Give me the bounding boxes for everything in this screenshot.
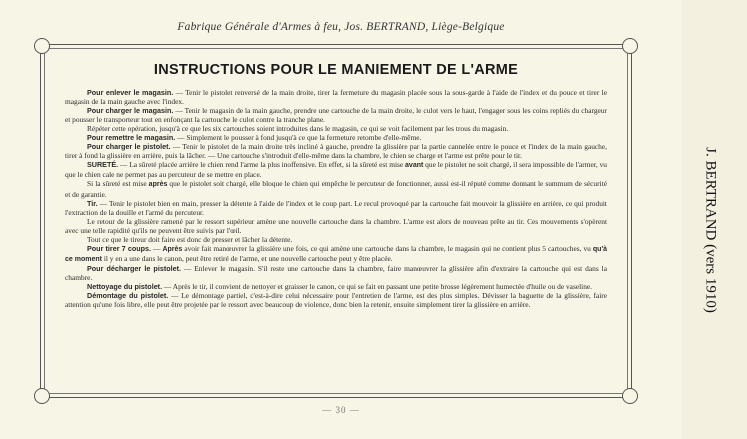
paragraph-text: que le pistolet ne soit chargé, il sera impossible de l'armer, vu que le chien cale ne permet pas au percuteur de se mettre en place. (65, 160, 607, 180)
emphasis-text: qu'à ce moment (65, 245, 607, 263)
paragraph (65, 106, 607, 124)
side-caption (692, 140, 728, 320)
paragraph-text: — Tenir le magasin de la main gauche, prendre une cartouche de la main droite, le culot vers le haut, l'engager sous les coins repliés du chargeur et pousser le transporteur tout en enfonçant la cartouche le culot contre la tranche plane. (65, 106, 607, 125)
paragraph (65, 217, 607, 235)
paragraph (65, 291, 607, 309)
paragraph (65, 264, 607, 282)
paragraph-text: — Simplement le pousser à fond jusqu'à ce que la fermeture retombe d'elle-même. (175, 133, 422, 143)
paragraph (65, 160, 607, 179)
paragraph-text: il y en a une dans le canon, peut être retiré de l'arme, et une nouvelle cartouche peut y être placée. (101, 253, 393, 263)
paragraph-text: — Le démontage partiel, c'est-à-dire celui nécessaire pour l'entretien de l'arme, est des plus simples. Dévisser la baguette de la glissière, faire attention qu'une fois libre, elle peut être projetée par le ressort avec beaucoup de violence, donc bien la retenir, ensuite simplement tirer la glissière en arrière. (65, 291, 607, 310)
paragraph-text: — Après le tir, il convient de nettoyer et graisser le canon, ce qui se fait en passant une petite brosse légèrement humectée d'huile ou de vaseline. (162, 281, 593, 291)
instructions-title: INSTRUCTIONS POUR LE MANIEMENT DE L'ARME (153, 62, 519, 78)
page-header: Fabrique Générale d'Armes à feu, Jos. BERTRAND, Liège-Belgique (177, 21, 505, 33)
paragraph (65, 282, 607, 291)
paragraph (65, 124, 607, 133)
paragraph-text: Tout ce que le tireur doit faire est donc de presser et lâcher la détente. (87, 234, 293, 244)
paragraph-text: — Tenir le pistolet bien en main, presser la détente à l'aide de l'index et le coup part. Le recul provoqué par la cartouche fait mouvoir la glissière en arrière, ce qui produit l'extraction de la douille et l'armé du percuteur. (65, 198, 607, 217)
paragraph-heading: SURETÉ. (87, 160, 119, 170)
paragraph-heading: Nettoyage du pistolet. (87, 281, 163, 291)
paragraph (65, 142, 607, 160)
emphasis-text: après (148, 181, 168, 189)
corner-ornament-icon (622, 388, 638, 404)
corner-ornament-icon (34, 38, 50, 54)
paragraph (65, 133, 607, 142)
paragraph-heading: Pour décharger le pistolet. (87, 263, 181, 273)
paragraph-text: — Tenir le pistolet renversé de la main droite, tirer la fermeture du magasin placée sous la sous-garde à l'aide de l'index et du pouce et tirer le magasin de la main gauche avec l'index. (65, 88, 607, 107)
paragraph-heading: Pour remettre le magasin. (87, 133, 176, 143)
paragraph-text: que le pistolet soit chargé, elle bloque le chien qui empêche le percuteur de fonctionner, aussi est-il réputé comme donnant le summum de sécurité et de garantie. (65, 179, 607, 199)
paragraph (65, 88, 607, 106)
paragraph (65, 244, 607, 264)
side-caption-text: J. BERTRAND (vers 1910) (702, 147, 719, 313)
paragraph-heading: Pour enlever le magasin. (87, 88, 174, 97)
emphasis-text: avant (405, 162, 424, 170)
emphasis-text: Après (162, 245, 183, 253)
paragraph (65, 179, 607, 198)
paragraph-heading: Tir. (87, 198, 98, 208)
paragraph-heading: Démontage du pistolet. (87, 291, 169, 301)
paragraph (65, 235, 607, 244)
instructions-frame (40, 44, 632, 398)
paragraph-text: Répéter cette opération, jusqu'à ce que les six cartouches soient introduites dans le magasin, ce qui se voit facilement par les trous du magasin. (87, 124, 509, 134)
paragraph-heading: Pour charger le pistolet. (87, 142, 171, 152)
paragraph (65, 199, 607, 217)
paragraph-text: Si la sûreté est mise (87, 179, 149, 189)
corner-ornament-icon (34, 388, 50, 404)
paragraph-text: — La sûreté placée arrière le chien rend l'arme la plus inoffensive. En effet, si la sûreté est mise (118, 160, 406, 170)
page-number: — 30 — (322, 405, 360, 415)
paragraph-text: Le retour de la glissière ramené par le ressort supérieur amène une nouvelle cartouche dans la chambre. L'arme est alors de nouveau prête au tir. Ces mouvements s'opèrent avec une telle rapidité qu'ils ne peuvent être suivis par l'œil. (65, 216, 607, 235)
paragraph-text: — Enlever le magasin. S'il reste une cartouche dans la chambre, faire manœuvrer la glissière afin d'extraire la cartouche qui est dans la chambre. (65, 263, 607, 282)
paragraph-text: — Tenir le pistolet de la main droite très incliné à gauche, prendre la glissière par la partie cannelée entre le pouce et l'index de la main gauche, tirer à fond la glissière en arrière, puis la lâcher. — Une cartouche s'introduit d'elle-même dans la chambre, le chien se charge et l'arme est prête pour le tir. (65, 142, 607, 161)
corner-ornament-icon (622, 38, 638, 54)
paragraph-text: — (151, 243, 163, 253)
instructions-body (65, 88, 607, 309)
paragraph-text: avoir fait manœuvrer la glissière une fois, ce qui amène une cartouche dans la chambre, le magasin qui ne contient plus 5 cartouches, vu (182, 243, 593, 253)
paragraph-heading: Pour tirer 7 coups. (87, 243, 152, 253)
paragraph-heading: Pour charger le magasin. (87, 106, 174, 116)
